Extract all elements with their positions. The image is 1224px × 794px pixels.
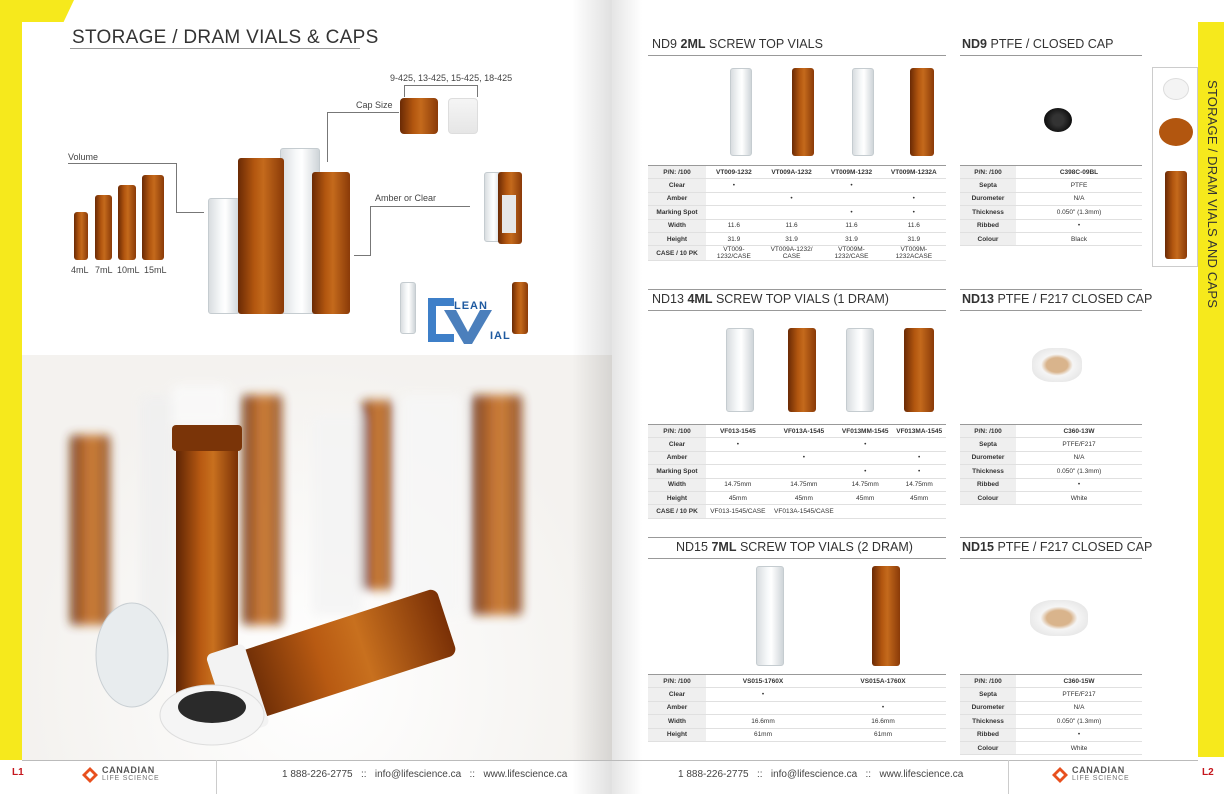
nd15-cell: 16.6mm (820, 715, 946, 728)
footer-sep: :: (756, 769, 763, 780)
volume-line-v (176, 163, 177, 213)
nd13-row (648, 505, 946, 518)
footer-rule (612, 760, 1198, 761)
nd9-cell: VT009A-1232 (762, 166, 822, 179)
nd15-cell (706, 701, 820, 714)
nd9-cap-table (960, 165, 1142, 246)
volume-line-h (176, 212, 204, 213)
nd13-cell: VF013-1545 (706, 425, 770, 438)
amber-clear-line-v (370, 206, 371, 256)
volume-15ml: 15mL (144, 265, 167, 275)
volume-7ml: 7mL (95, 265, 113, 275)
nd13-cap-cell: N/A (1016, 451, 1142, 464)
nd13-cap-cell: C360-13W (1016, 425, 1142, 438)
nd15-cap-rule (960, 558, 1142, 559)
nd13-row (648, 465, 946, 478)
nd15-cap-title: ND15 PTFE / F217 CLOSED CAP (962, 540, 1153, 554)
nd13-cell (706, 465, 770, 478)
nd9-cap-cell: PTFE (1016, 179, 1142, 192)
gutter-shadow (572, 0, 612, 794)
nd9-cell (706, 206, 762, 219)
footer-email[interactable]: info@lifescience.ca (770, 769, 858, 780)
nd13-cell: VF013MM-1545 (838, 425, 892, 438)
nd9-cell: VT009-1232/CASE (706, 246, 762, 261)
nd15-row (648, 701, 946, 714)
nd13-rule (648, 310, 946, 311)
nd15-vials-table (648, 674, 946, 742)
nd13-row (648, 451, 946, 464)
footer-phone[interactable]: 1 888-226-2775 (282, 769, 353, 780)
nd15-cell: 16.6mm (706, 715, 820, 728)
company-logo-left (80, 765, 180, 787)
nd13-vial-images (648, 312, 946, 422)
page-number-left: L1 (12, 767, 24, 778)
nd13-cell (892, 438, 946, 451)
footer-contact-right (678, 769, 963, 794)
nd13-cell: VF013A-1545/CASE (770, 505, 838, 518)
nd13-cell: 14.75mm (838, 478, 892, 491)
nd15-cap-row (960, 741, 1142, 754)
logo-name: CANADIAN (1072, 765, 1125, 775)
nd15-row-label: Amber (648, 701, 706, 714)
cap-bracket-l (404, 85, 405, 97)
nd15-vials-title: ND15 7ML SCREW TOP VIALS (2 DRAM) (676, 540, 913, 554)
nd15-top-rule (648, 537, 946, 538)
nd13-white-cap-image (1032, 348, 1082, 382)
footer-sep: :: (360, 769, 367, 780)
cap-size-line (327, 112, 399, 113)
cap-size-line-v (327, 112, 328, 162)
nd15-cap-row-label: Septa (960, 688, 1016, 701)
nd13-cap-rule (960, 310, 1142, 311)
nd9-cap-row-label: Septa (960, 179, 1016, 192)
nd13-cap-row-label: Colour (960, 491, 1016, 504)
footer-contact-left (282, 769, 567, 794)
nd15-cap-cell: White (1016, 741, 1142, 754)
nd13-cell: 45mm (892, 491, 946, 504)
amber-clear-line-h (354, 255, 371, 256)
nd15-row (648, 728, 946, 741)
cleanvial-logo (424, 292, 516, 348)
nd9-cell: • (762, 192, 822, 205)
nd9-clear-vial (730, 68, 752, 156)
logo-sub: LIFE SCIENCE (102, 775, 160, 782)
amber-vial-neck-image (400, 98, 438, 134)
vial-7ml-image (95, 195, 112, 260)
nd9-cap-cell: Black (1016, 232, 1142, 245)
nd9-cell: 31.9 (706, 232, 762, 245)
nd9-row-label: Height (648, 232, 706, 245)
nd9-cell (821, 192, 881, 205)
vials-photo (22, 355, 612, 760)
nd15-cap-cell: • (1016, 728, 1142, 741)
nd13-cell: VF013MA-1545 (892, 425, 946, 438)
nd13-cell: VF013A-1545 (770, 425, 838, 438)
company-logo-right (1050, 765, 1150, 787)
nd13-cell: 14.75mm (892, 478, 946, 491)
nd13-cell (892, 505, 946, 518)
nd9-cell: 31.9 (821, 232, 881, 245)
nd15-cap-cell: N/A (1016, 701, 1142, 714)
nd13-row (648, 491, 946, 504)
nd13-cap-cell: White (1016, 491, 1142, 504)
nd15-cap-cell: C360-15W (1016, 675, 1142, 688)
nd9-cap-cell: 0.050" (1.3mm) (1016, 206, 1142, 219)
nd9-cell: VT009M-1232/CASE (821, 246, 881, 261)
nd9-row (648, 232, 946, 245)
nd15-amber-vial (872, 566, 900, 666)
nd9-cell: VT009M-1232A (882, 166, 946, 179)
nd9-cell: VT009A-1232/ CASE (762, 246, 822, 261)
volume-line (68, 163, 176, 164)
thumb-vial (1165, 171, 1187, 259)
nd9-clear-marked-vial (852, 68, 874, 156)
volume-4ml: 4mL (71, 265, 89, 275)
nd13-cap-row (960, 478, 1142, 491)
nd9-cap-rule (960, 55, 1142, 56)
logo-name: CANADIAN (102, 765, 155, 775)
yellow-corner-tab (22, 0, 74, 22)
nd13-row-label: P/N: /100 (648, 425, 706, 438)
nd9-vials-title: ND9 2ML SCREW TOP VIALS (652, 37, 823, 51)
nd9-amber-vial (792, 68, 814, 156)
nd15-cap-row-label: Ribbed (960, 728, 1016, 741)
volume-label: Volume (68, 152, 99, 162)
right-page (612, 0, 1224, 794)
nd13-amber-vial (788, 328, 816, 412)
nd13-cell: 14.75mm (706, 478, 770, 491)
nd13-cap-row-label: Ribbed (960, 478, 1016, 491)
nd15-cap-cell: 0.050" (1.3mm) (1016, 715, 1142, 728)
nd13-cell (838, 505, 892, 518)
nd9-cap-row (960, 166, 1142, 179)
nd9-cell: VT009-1232 (706, 166, 762, 179)
nd15-cell: 61mm (706, 728, 820, 741)
nd9-cell: VT009M-1232 (821, 166, 881, 179)
nd13-cap-row-label: Septa (960, 438, 1016, 451)
page-title: STORAGE / DRAM VIALS & CAPS (72, 27, 379, 48)
nd9-cell: 11.6 (762, 219, 822, 232)
nd13-cell: 45mm (770, 491, 838, 504)
nd9-cell (762, 179, 822, 192)
cleanvial-text-ial: IAL (490, 330, 511, 342)
nd15-cell: • (820, 701, 946, 714)
nd9-cap-cell: • (1016, 219, 1142, 232)
nd15-row (648, 715, 946, 728)
nd9-cell: VT009M- 1232ACASE (882, 246, 946, 261)
nd13-cap-row (960, 451, 1142, 464)
nd13-cell (838, 451, 892, 464)
white-cap-image (448, 98, 478, 134)
logo-mark-icon (80, 765, 100, 785)
nd15-cap-row (960, 728, 1142, 741)
nd15-white-cap-image (1030, 600, 1088, 636)
nd13-cap-title: ND13 PTFE / F217 CLOSED CAP (962, 292, 1153, 306)
amber-clear-line (370, 206, 470, 207)
nd9-cell: 11.6 (706, 219, 762, 232)
nd15-rule (648, 558, 946, 559)
cap-bracket-r (477, 85, 478, 97)
thumb-cap (1163, 78, 1189, 100)
nd13-cell: • (838, 438, 892, 451)
thumb-neck (1159, 118, 1193, 146)
amber-tall-vial-image (238, 158, 284, 314)
nd9-cap-row (960, 192, 1142, 205)
nd9-row (648, 166, 946, 179)
nd15-cell (820, 688, 946, 701)
nd9-cap-cell: C398C-09BL (1016, 166, 1142, 179)
nd9-cap-row (960, 206, 1142, 219)
title-rule (70, 48, 360, 49)
cap-sizes-label: 9-425, 13-425, 15-425, 18-425 (390, 73, 513, 83)
nd15-cap-row-label: Colour (960, 741, 1016, 754)
nd9-cap-row-label: Durometer (960, 192, 1016, 205)
nd9-cap-row-label: P/N: /100 (960, 166, 1016, 179)
footer-divider (216, 760, 217, 794)
nd13-cell: • (770, 451, 838, 464)
nd9-row-label: P/N: /100 (648, 166, 706, 179)
nd9-row (648, 206, 946, 219)
nd9-cell (882, 179, 946, 192)
nd13-row-label: CASE / 10 PK (648, 505, 706, 518)
nd9-cell: 31.9 (882, 232, 946, 245)
nd9-cell: • (821, 179, 881, 192)
nd15-row-label: Width (648, 715, 706, 728)
nd15-cell: VS015-1760X (706, 675, 820, 688)
nd9-cell: • (706, 179, 762, 192)
nd9-vials-table (648, 165, 946, 261)
nd9-row (648, 219, 946, 232)
nd9-row-label: Marking Spot (648, 206, 706, 219)
nd15-clear-vial (756, 566, 784, 666)
footer-divider (1008, 760, 1009, 794)
nd15-cap-top-rule (960, 537, 1142, 538)
nd15-cap-table (960, 674, 1142, 755)
cap-size-label: Cap Size (356, 100, 393, 110)
nd13-cap-cell: 0.050" (1.3mm) (1016, 465, 1142, 478)
nd13-cap-cell: • (1016, 478, 1142, 491)
nd13-cell: • (892, 451, 946, 464)
nd15-cell: VS015A-1760X (820, 675, 946, 688)
nd9-cap-title: ND9 PTFE / CLOSED CAP (962, 37, 1114, 51)
nd13-cap-row (960, 491, 1142, 504)
nd13-row-label: Amber (648, 451, 706, 464)
page-number-right: L2 (1202, 767, 1214, 778)
nd9-row (648, 179, 946, 192)
nd15-row-label: Clear (648, 688, 706, 701)
nd9-row (648, 246, 946, 261)
nd13-cell: 45mm (706, 491, 770, 504)
nd13-row-label: Marking Spot (648, 465, 706, 478)
nd13-cap-top-rule (960, 289, 1142, 290)
nd15-cap-row (960, 688, 1142, 701)
nd9-cell: 31.9 (762, 232, 822, 245)
amber-clear-label: Amber or Clear (375, 193, 437, 203)
nd13-row (648, 425, 946, 438)
nd13-cell: 14.75mm (770, 478, 838, 491)
footer-web[interactable]: www.lifescience.ca (879, 769, 964, 780)
nd13-row (648, 478, 946, 491)
cleanvial-clear-vial (400, 282, 416, 334)
marking-spot (502, 195, 516, 233)
nd13-cap-row-label: Durometer (960, 451, 1016, 464)
nd9-cell: 11.6 (821, 219, 881, 232)
footer-sep: :: (865, 769, 872, 780)
footer-rule (22, 760, 612, 761)
nd13-cell: • (892, 465, 946, 478)
nd9-black-cap-image (1044, 108, 1072, 132)
nd15-cap-row-label: P/N: /100 (960, 675, 1016, 688)
nd13-cap-row (960, 438, 1142, 451)
nd9-vial-images (648, 60, 946, 165)
nd13-top-rule (648, 289, 946, 290)
nd13-cell: VF013-1545/CASE (706, 505, 770, 518)
nd13-cell: 45mm (838, 491, 892, 504)
nd9-cap-row-label: Thickness (960, 206, 1016, 219)
volume-10ml: 10mL (117, 265, 140, 275)
nd9-cap-row-label: Colour (960, 232, 1016, 245)
nd13-clear-marked-vial (846, 328, 874, 412)
nd13-cap-row-label: Thickness (960, 465, 1016, 478)
nd15-cell: • (706, 688, 820, 701)
nd9-cap-cell: N/A (1016, 192, 1142, 205)
nd15-cap-row (960, 715, 1142, 728)
nd9-cell: • (821, 206, 881, 219)
nd9-cell (762, 206, 822, 219)
nd9-cell (706, 192, 762, 205)
vial-15ml-image (142, 175, 164, 260)
nd13-row-label: Clear (648, 438, 706, 451)
nd15-cap-row-label: Durometer (960, 701, 1016, 714)
nd9-cell: 11.6 (882, 219, 946, 232)
nd13-cap-row-label: P/N: /100 (960, 425, 1016, 438)
nd9-cell: • (882, 206, 946, 219)
nd13-cell (770, 438, 838, 451)
footer-phone[interactable]: 1 888-226-2775 (678, 769, 749, 780)
nd13-amber-marked-vial (904, 328, 934, 412)
nd9-row (648, 192, 946, 205)
nd9-rule (648, 55, 946, 56)
nd9-row-label: Amber (648, 192, 706, 205)
nd9-cap-row-label: Ribbed (960, 219, 1016, 232)
nd13-row (648, 438, 946, 451)
nd9-cell: • (882, 192, 946, 205)
nd15-cap-row (960, 675, 1142, 688)
nd13-cell: • (838, 465, 892, 478)
footer-sep: :: (469, 769, 476, 780)
footer-web[interactable]: www.lifescience.ca (483, 769, 568, 780)
nd15-row (648, 675, 946, 688)
gutter-shadow (612, 0, 642, 794)
nd9-row-label: Width (648, 219, 706, 232)
clear-vial-image (208, 198, 240, 314)
nd15-cell: 61mm (820, 728, 946, 741)
nd13-row-label: Width (648, 478, 706, 491)
nd13-cell: • (706, 438, 770, 451)
nd9-row-label: Clear (648, 179, 706, 192)
yellow-edge-bar (0, 0, 22, 760)
nd15-row-label: Height (648, 728, 706, 741)
nd13-cap-row (960, 425, 1142, 438)
side-thumbnails (1152, 67, 1198, 267)
nd13-cap-table (960, 424, 1142, 505)
nd13-cap-row (960, 465, 1142, 478)
nd15-row-label: P/N: /100 (648, 675, 706, 688)
nd9-row-label: CASE / 10 PK (648, 246, 706, 261)
nd13-cap-cell: PTFE/F217 (1016, 438, 1142, 451)
logo-sub: LIFE SCIENCE (1072, 775, 1130, 782)
nd13-vials-title: ND13 4ML SCREW TOP VIALS (1 DRAM) (652, 292, 889, 306)
nd15-cap-row (960, 701, 1142, 714)
nd9-amber-marked-vial (910, 68, 934, 156)
footer-email[interactable]: info@lifescience.ca (374, 769, 462, 780)
logo-mark-icon (1050, 765, 1070, 785)
vial-10ml-image (118, 185, 136, 260)
vial-4ml-image (74, 212, 88, 260)
nd13-cell (706, 451, 770, 464)
cap-bracket (404, 85, 478, 86)
nd9-cap-row (960, 219, 1142, 232)
nd15-vial-images (648, 560, 946, 672)
nd9-cap-row (960, 232, 1142, 245)
amber-vial-image (312, 172, 350, 314)
nd15-cap-row-label: Thickness (960, 715, 1016, 728)
cleanvial-text-lean: LEAN (454, 300, 488, 312)
nd9-cap-row (960, 179, 1142, 192)
nd15-row (648, 688, 946, 701)
nd13-row-label: Height (648, 491, 706, 504)
side-section-label: STORAGE / DRAM VIALS AND CAPS (1205, 80, 1220, 309)
nd13-clear-vial (726, 328, 754, 412)
nd15-cap-cell: PTFE/F217 (1016, 688, 1142, 701)
nd13-vials-table (648, 424, 946, 519)
nd13-cell (770, 465, 838, 478)
